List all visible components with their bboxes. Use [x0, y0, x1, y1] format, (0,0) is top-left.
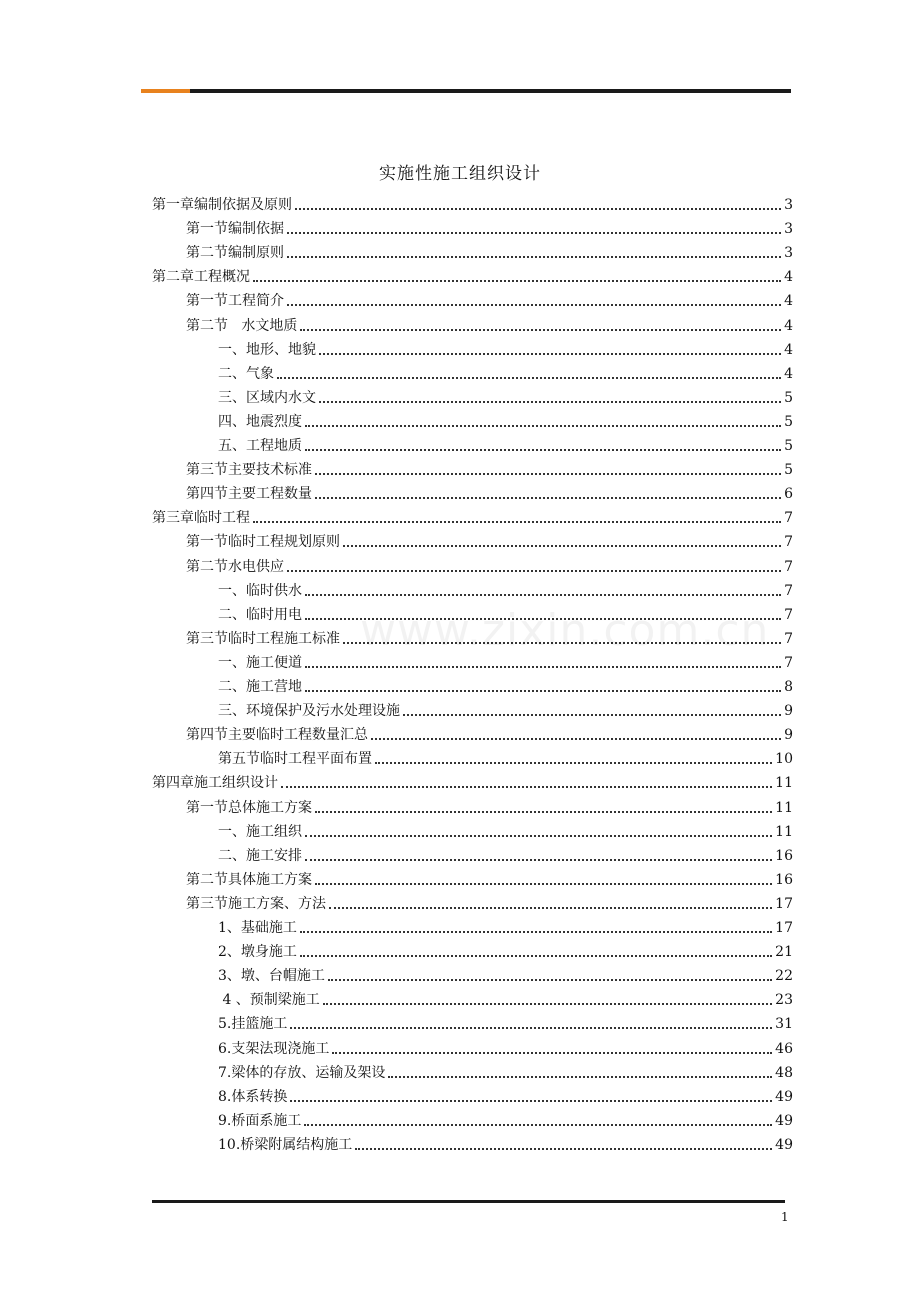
toc-entry-page: 4: [784, 341, 793, 358]
toc-entry-page: 46: [775, 1040, 793, 1057]
toc-entry-page: 5: [784, 413, 793, 430]
header-rule: [141, 89, 791, 93]
toc-leader-dots: [300, 931, 772, 933]
toc-entry-page: 9: [784, 727, 793, 744]
toc-entry[interactable]: [186, 865, 793, 889]
toc-leader-dots: [281, 786, 772, 788]
toc-leader-dots: [319, 401, 781, 403]
toc-leader-dots: [305, 594, 781, 596]
toc-leader-dots: [305, 666, 781, 668]
toc-entry[interactable]: [218, 648, 793, 672]
toc-leader-dots: [253, 521, 781, 523]
toc-entry-page: 17: [775, 895, 793, 912]
toc-leader-dots: [355, 1148, 772, 1150]
toc-entry-label: 第二节 水文地质: [186, 317, 298, 334]
toc-entry[interactable]: [218, 1106, 793, 1130]
toc-entry-page: 23: [775, 992, 793, 1009]
toc-entry-label: 第三章临时工程: [152, 510, 250, 527]
toc-entry-label: 第三节临时工程施工标准: [186, 630, 340, 647]
toc-entry[interactable]: [218, 985, 793, 1009]
toc-leader-dots: [304, 1124, 772, 1126]
toc-entry[interactable]: [218, 1009, 793, 1033]
toc-entry[interactable]: [152, 190, 793, 214]
toc-entry-page: 4: [784, 365, 793, 382]
toc-entry-page: 4: [784, 293, 793, 310]
toc-entry-label: 9.桥面系施工: [218, 1112, 302, 1129]
toc-entry-page: 3: [784, 221, 793, 238]
toc-leader-dots: [290, 1100, 772, 1102]
toc-entry-label: 二、施工安排: [218, 847, 302, 864]
toc-entry-label: 第一章编制依据及原则: [152, 197, 292, 213]
toc-entry[interactable]: [218, 600, 793, 624]
toc-entry-label: 第一节工程简介: [186, 293, 284, 310]
toc-entry[interactable]: [186, 793, 793, 817]
toc-entry-page: 5: [784, 462, 793, 479]
toc-entry-label: 7.梁体的存放、运输及架设: [218, 1064, 386, 1081]
toc-entry-label: 三、区域内水文: [218, 389, 316, 406]
toc-entry[interactable]: [186, 311, 793, 335]
toc-entry-page: 48: [775, 1064, 793, 1081]
toc-entry-label: 一、施工组织: [218, 823, 302, 840]
toc-entry-page: 11: [775, 799, 793, 816]
toc-entry-label: 第三节施工方案、方法: [186, 895, 326, 912]
toc-leader-dots: [388, 1076, 772, 1078]
toc-leader-dots: [287, 232, 781, 234]
toc-entry[interactable]: [218, 1082, 793, 1106]
toc-leader-dots: [403, 714, 781, 716]
toc-leader-dots: [295, 208, 781, 210]
toc-leader-dots: [300, 955, 772, 957]
toc-entry-page: 7: [784, 534, 793, 551]
toc-entry[interactable]: [152, 768, 793, 792]
toc-entry-label: 5.挂篮施工: [218, 1016, 288, 1033]
toc-entry-label: 8.体系转换: [218, 1088, 288, 1105]
toc-entry-page: 16: [775, 847, 793, 864]
toc-leader-dots: [375, 762, 772, 764]
toc-entry-page: 10: [775, 751, 793, 768]
toc-entry-page: 7: [784, 606, 793, 623]
toc-entry-page: 21: [775, 944, 793, 961]
toc-entry-page: 4: [784, 269, 793, 286]
toc-entry-label: 二、临时用电: [218, 606, 302, 623]
toc-entry[interactable]: [186, 527, 793, 551]
toc-entry[interactable]: [218, 744, 793, 768]
toc-entry-label: 10.桥梁附属结构施工: [218, 1136, 353, 1153]
toc-entry-page: 3: [784, 197, 793, 213]
toc-entry-label: 3、墩、台帽施工: [218, 968, 325, 985]
toc-leader-dots: [300, 329, 781, 331]
toc-entry-page: 9: [784, 703, 793, 720]
toc-entry[interactable]: [218, 696, 793, 720]
toc-entry-page: 11: [775, 823, 793, 840]
toc-entry-label: 五、工程地质: [218, 438, 302, 454]
toc-entry-page: 17: [775, 920, 793, 936]
toc-entry-page: 7: [784, 558, 793, 575]
toc-entry[interactable]: [218, 1058, 793, 1082]
toc-entry[interactable]: [218, 1034, 793, 1058]
toc-leader-dots: [305, 690, 781, 692]
toc-entry-label: 第二章工程概况: [152, 269, 250, 286]
toc-entry[interactable]: [218, 359, 793, 383]
toc-leader-dots: [253, 280, 781, 282]
watermark: www.zixin.com.cn: [360, 605, 770, 656]
toc-entry[interactable]: [186, 624, 793, 648]
toc-entry-label: 第四节主要临时工程数量汇总: [186, 727, 368, 744]
toc-leader-dots: [323, 1003, 772, 1005]
toc-entry-page: 5: [784, 438, 793, 454]
toc-entry-label: 三、环境保护及污水处理设施: [218, 703, 400, 720]
toc-entry-page: 11: [775, 775, 793, 792]
toc-entry-label: 第五节临时工程平面布置: [218, 751, 372, 768]
toc-entry-label: 第二节水电供应: [186, 558, 284, 575]
toc-entry-page: 49: [775, 1088, 793, 1105]
toc-entry-page: 16: [775, 871, 793, 888]
toc-leader-dots: [305, 859, 772, 861]
toc-leader-dots: [329, 907, 772, 909]
toc-leader-dots: [305, 618, 781, 620]
toc-entry-label: 一、地形、地貌: [218, 341, 316, 358]
toc-entry-label: 一、施工便道: [218, 654, 302, 671]
toc-entry-label: 2、墩身施工: [218, 944, 297, 961]
toc-leader-dots: [287, 570, 781, 572]
toc-leader-dots: [371, 738, 781, 740]
toc-entry[interactable]: [186, 214, 793, 238]
header-accent-bar: [141, 89, 190, 93]
footer-rule: [152, 1200, 785, 1203]
toc-entry[interactable]: [152, 262, 793, 286]
toc-entry[interactable]: [218, 913, 793, 937]
toc-entry-page: 49: [775, 1112, 793, 1129]
toc-leader-dots: [332, 1052, 772, 1054]
toc-entry-label: 1、基础施工: [218, 920, 297, 936]
toc-entry[interactable]: [218, 407, 793, 431]
toc-entry-page: 3: [784, 245, 793, 262]
toc-entry-label: 二、施工营地: [218, 679, 302, 695]
toc-entry[interactable]: [218, 576, 793, 600]
toc-entry-label: 第二节编制原则: [186, 245, 284, 262]
toc-entry-label: 4 、预制梁施工: [218, 992, 320, 1009]
toc-entry-label: 四、地震烈度: [218, 413, 302, 430]
toc-entry-page: 7: [784, 510, 793, 527]
toc-entry[interactable]: [186, 720, 793, 744]
toc-entry-label: 第四章施工组织设计: [152, 775, 278, 792]
toc-entry-label: 第一节编制依据: [186, 221, 284, 238]
toc-entry-label: 第一节总体施工方案: [186, 799, 312, 816]
toc-entry-page: 6: [784, 486, 793, 503]
toc-leader-dots: [343, 642, 781, 644]
toc-leader-dots: [305, 449, 781, 451]
toc-leader-dots: [315, 811, 772, 813]
toc-entry-label: 第一节临时工程规划原则: [186, 534, 340, 551]
toc-leader-dots: [287, 256, 781, 258]
toc-entry-label: 第四节主要工程数量: [186, 486, 312, 503]
toc-leader-dots: [315, 883, 772, 885]
toc-leader-dots: [287, 304, 781, 306]
toc-entry[interactable]: [218, 672, 793, 696]
toc-entry-label: 第三节主要技术标准: [186, 462, 312, 479]
toc-entry-label: 二、气象: [218, 365, 274, 382]
toc-leader-dots: [319, 353, 781, 355]
toc-entry-page: 7: [784, 582, 793, 599]
toc-entry-page: 7: [784, 630, 793, 647]
toc-leader-dots: [277, 377, 781, 379]
toc-leader-dots: [290, 1027, 772, 1029]
toc-entry[interactable]: [186, 238, 793, 262]
toc-entry-page: 22: [775, 968, 793, 985]
toc-entry-page: 49: [775, 1136, 793, 1153]
toc-entry[interactable]: [218, 961, 793, 985]
toc-leader-dots: [305, 835, 772, 837]
toc-entry-page: 31: [775, 1016, 793, 1033]
toc-entry-page: 8: [784, 679, 793, 695]
toc-entry[interactable]: [186, 286, 793, 310]
toc-entry[interactable]: [186, 889, 793, 913]
toc-entry-page: 4: [784, 317, 793, 334]
toc-entry[interactable]: [186, 479, 793, 503]
toc-entry-label: 6.支架法现浇施工: [218, 1040, 330, 1057]
toc-entry[interactable]: [218, 431, 793, 455]
toc-leader-dots: [328, 979, 772, 981]
toc-leader-dots: [315, 497, 781, 499]
toc-entry[interactable]: [218, 1130, 793, 1154]
toc-entry[interactable]: [218, 817, 793, 841]
toc-entry[interactable]: [218, 841, 793, 865]
toc-entry-label: 一、临时供水: [218, 582, 302, 599]
toc-entry[interactable]: [218, 335, 793, 359]
document-title: 实施性施工组织设计: [379, 164, 541, 184]
toc-leader-dots: [343, 545, 781, 547]
toc-entry[interactable]: [186, 552, 793, 576]
toc-entry[interactable]: [218, 383, 793, 407]
toc-entry[interactable]: [218, 937, 793, 961]
toc-entry[interactable]: [186, 455, 793, 479]
toc-entry-label: 第二节具体施工方案: [186, 871, 312, 888]
toc-leader-dots: [305, 425, 781, 427]
toc-entry-page: 7: [784, 654, 793, 671]
toc-leader-dots: [315, 473, 781, 475]
toc-entry[interactable]: [152, 503, 793, 527]
toc-entry-page: 5: [784, 389, 793, 406]
page-number: 1: [781, 1210, 789, 1224]
